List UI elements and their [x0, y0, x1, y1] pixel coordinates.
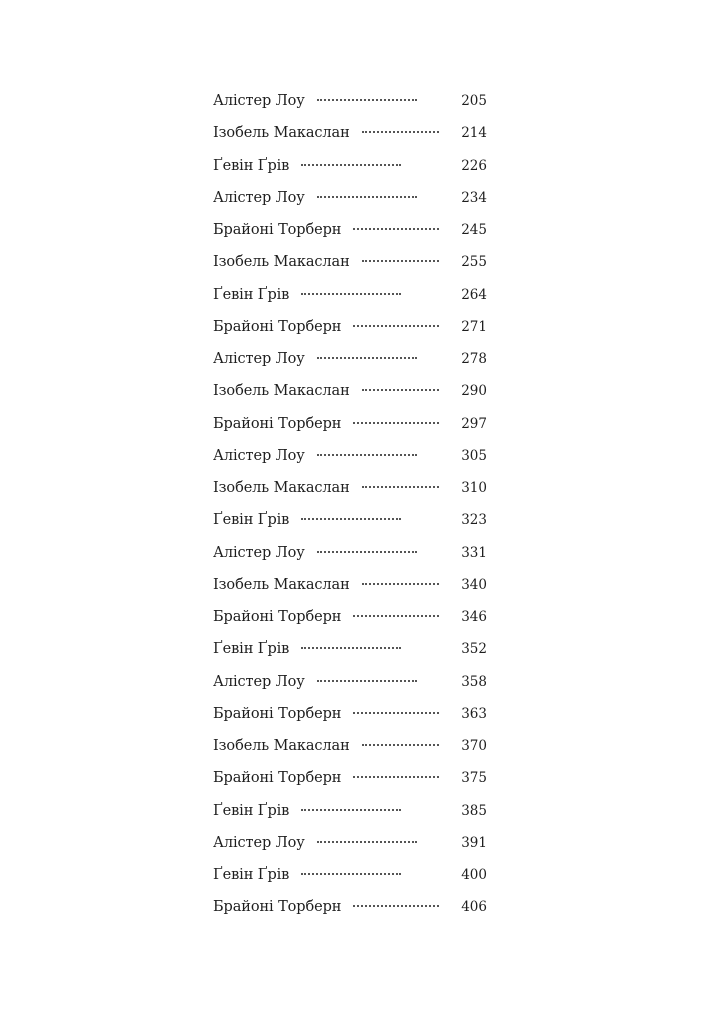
dot-leader [301, 873, 401, 875]
toc-entry [213, 214, 487, 246]
toc-entry-title: Алістер Лоу [213, 834, 305, 851]
dot-leader [317, 680, 417, 682]
toc-entry-page: 400 [461, 867, 487, 883]
toc-entry [213, 246, 487, 278]
dot-leader [317, 841, 417, 843]
toc-entry [213, 150, 487, 182]
toc-entry-title: Брайоні Торберн [213, 705, 342, 722]
toc-entry [213, 279, 487, 311]
toc-entry-title: Ґевін Ґрів [213, 641, 290, 658]
toc-entry-title: Ізобель Макаслан [213, 738, 350, 754]
dot-leader [353, 422, 439, 424]
dot-leader [317, 196, 417, 198]
toc-entry [213, 730, 487, 762]
toc-entry-title: Ізобель Макаслан [213, 383, 350, 400]
dot-leader [362, 131, 439, 133]
toc-entry-page: 340 [461, 576, 487, 593]
toc-entry [213, 859, 487, 891]
toc-entry-title: Алістер Лоу [213, 673, 305, 690]
toc-entry-page: 331 [461, 544, 487, 561]
toc-entry [213, 375, 487, 407]
toc-entry-title: Ґевін Ґрів [213, 157, 290, 174]
dot-leader [317, 99, 417, 101]
dot-leader [353, 905, 439, 907]
dot-leader [353, 712, 439, 714]
toc-entry [213, 891, 487, 923]
toc-entry-title: Брайоні Торберн [213, 222, 342, 238]
toc-entry-title: Ізобель Макаслан [213, 254, 350, 271]
toc-entry-page: 370 [461, 738, 487, 754]
toc-entry [213, 698, 487, 730]
toc-entry [213, 311, 487, 343]
dot-leader [353, 776, 439, 778]
dot-leader [317, 357, 417, 359]
toc-entry-title: Ґевін Ґрів [213, 512, 290, 529]
toc-entry-page: 305 [461, 447, 487, 464]
dot-leader [301, 518, 401, 520]
dot-leader [362, 486, 439, 488]
toc-entry-title: Ізобель Макаслан [213, 576, 350, 593]
dot-leader [362, 260, 439, 262]
toc-entry [213, 666, 487, 698]
toc-entry [213, 343, 487, 375]
toc-entry-page: 226 [461, 157, 487, 174]
toc-entry-page: 255 [461, 254, 487, 271]
toc-entry-title: Ізобель Макаслан [213, 125, 350, 142]
dot-leader [301, 809, 401, 811]
toc-entry-page: 271 [461, 318, 487, 335]
dot-leader [317, 551, 417, 553]
toc-entry-page: 385 [461, 802, 487, 819]
toc-entry [213, 762, 487, 794]
toc-entry [213, 795, 487, 827]
toc-entry-page: 310 [461, 480, 487, 496]
toc-entry-page: 297 [461, 415, 487, 432]
toc-entry-title: Брайоні Торберн [213, 899, 342, 916]
toc-entry-page: 406 [461, 899, 487, 916]
toc-entry [213, 182, 487, 214]
toc-entry-title: Ґевін Ґрів [213, 802, 290, 819]
toc-entry-page: 278 [461, 351, 487, 367]
toc-entry [213, 117, 487, 149]
toc-entry-page: 391 [461, 834, 487, 851]
toc-entry [213, 537, 487, 569]
dot-leader [362, 744, 439, 746]
toc-entry-title: Ізобель Макаслан [213, 480, 350, 496]
dot-leader [362, 389, 439, 391]
toc-entry-page: 346 [461, 609, 487, 625]
table-of-contents [213, 85, 487, 924]
toc-entry-page: 375 [461, 770, 487, 787]
dot-leader [353, 325, 439, 327]
dot-leader [301, 164, 401, 166]
toc-entry [213, 504, 487, 536]
toc-entry [213, 440, 487, 472]
toc-entry-title: Алістер Лоу [213, 93, 305, 109]
toc-entry-page: 290 [461, 383, 487, 400]
dot-leader [362, 583, 439, 585]
toc-entry [213, 601, 487, 633]
dot-leader [353, 615, 439, 617]
toc-entry [213, 633, 487, 665]
toc-entry-page: 234 [461, 189, 487, 206]
toc-entry-title: Алістер Лоу [213, 447, 305, 464]
toc-entry-title: Алістер Лоу [213, 189, 305, 206]
toc-entry-title: Алістер Лоу [213, 544, 305, 561]
toc-entry-page: 358 [461, 673, 487, 690]
dot-leader [353, 228, 439, 230]
toc-entry [213, 85, 487, 117]
toc-entry-title: Ґевін Ґрів [213, 286, 290, 303]
toc-entry-title: Брайоні Торберн [213, 318, 342, 335]
toc-entry [213, 569, 487, 601]
toc-entry-page: 214 [461, 125, 487, 142]
toc-entry [213, 408, 487, 440]
toc-entry-page: 363 [461, 705, 487, 722]
toc-entry-page: 245 [461, 222, 487, 238]
toc-entry-title: Алістер Лоу [213, 351, 305, 367]
toc-entry-page: 352 [461, 641, 487, 658]
dot-leader [301, 293, 401, 295]
toc-entry-page: 205 [461, 93, 487, 109]
dot-leader [301, 647, 401, 649]
toc-entry-page: 264 [461, 286, 487, 303]
dot-leader [317, 454, 417, 456]
toc-entry [213, 472, 487, 504]
toc-entry-page: 323 [461, 512, 487, 529]
toc-entry-title: Брайоні Торберн [213, 770, 342, 787]
toc-entry-title: Брайоні Торберн [213, 609, 342, 625]
toc-entry-title: Брайоні Торберн [213, 415, 342, 432]
toc-entry-title: Ґевін Ґрів [213, 867, 290, 883]
toc-entry [213, 827, 487, 859]
